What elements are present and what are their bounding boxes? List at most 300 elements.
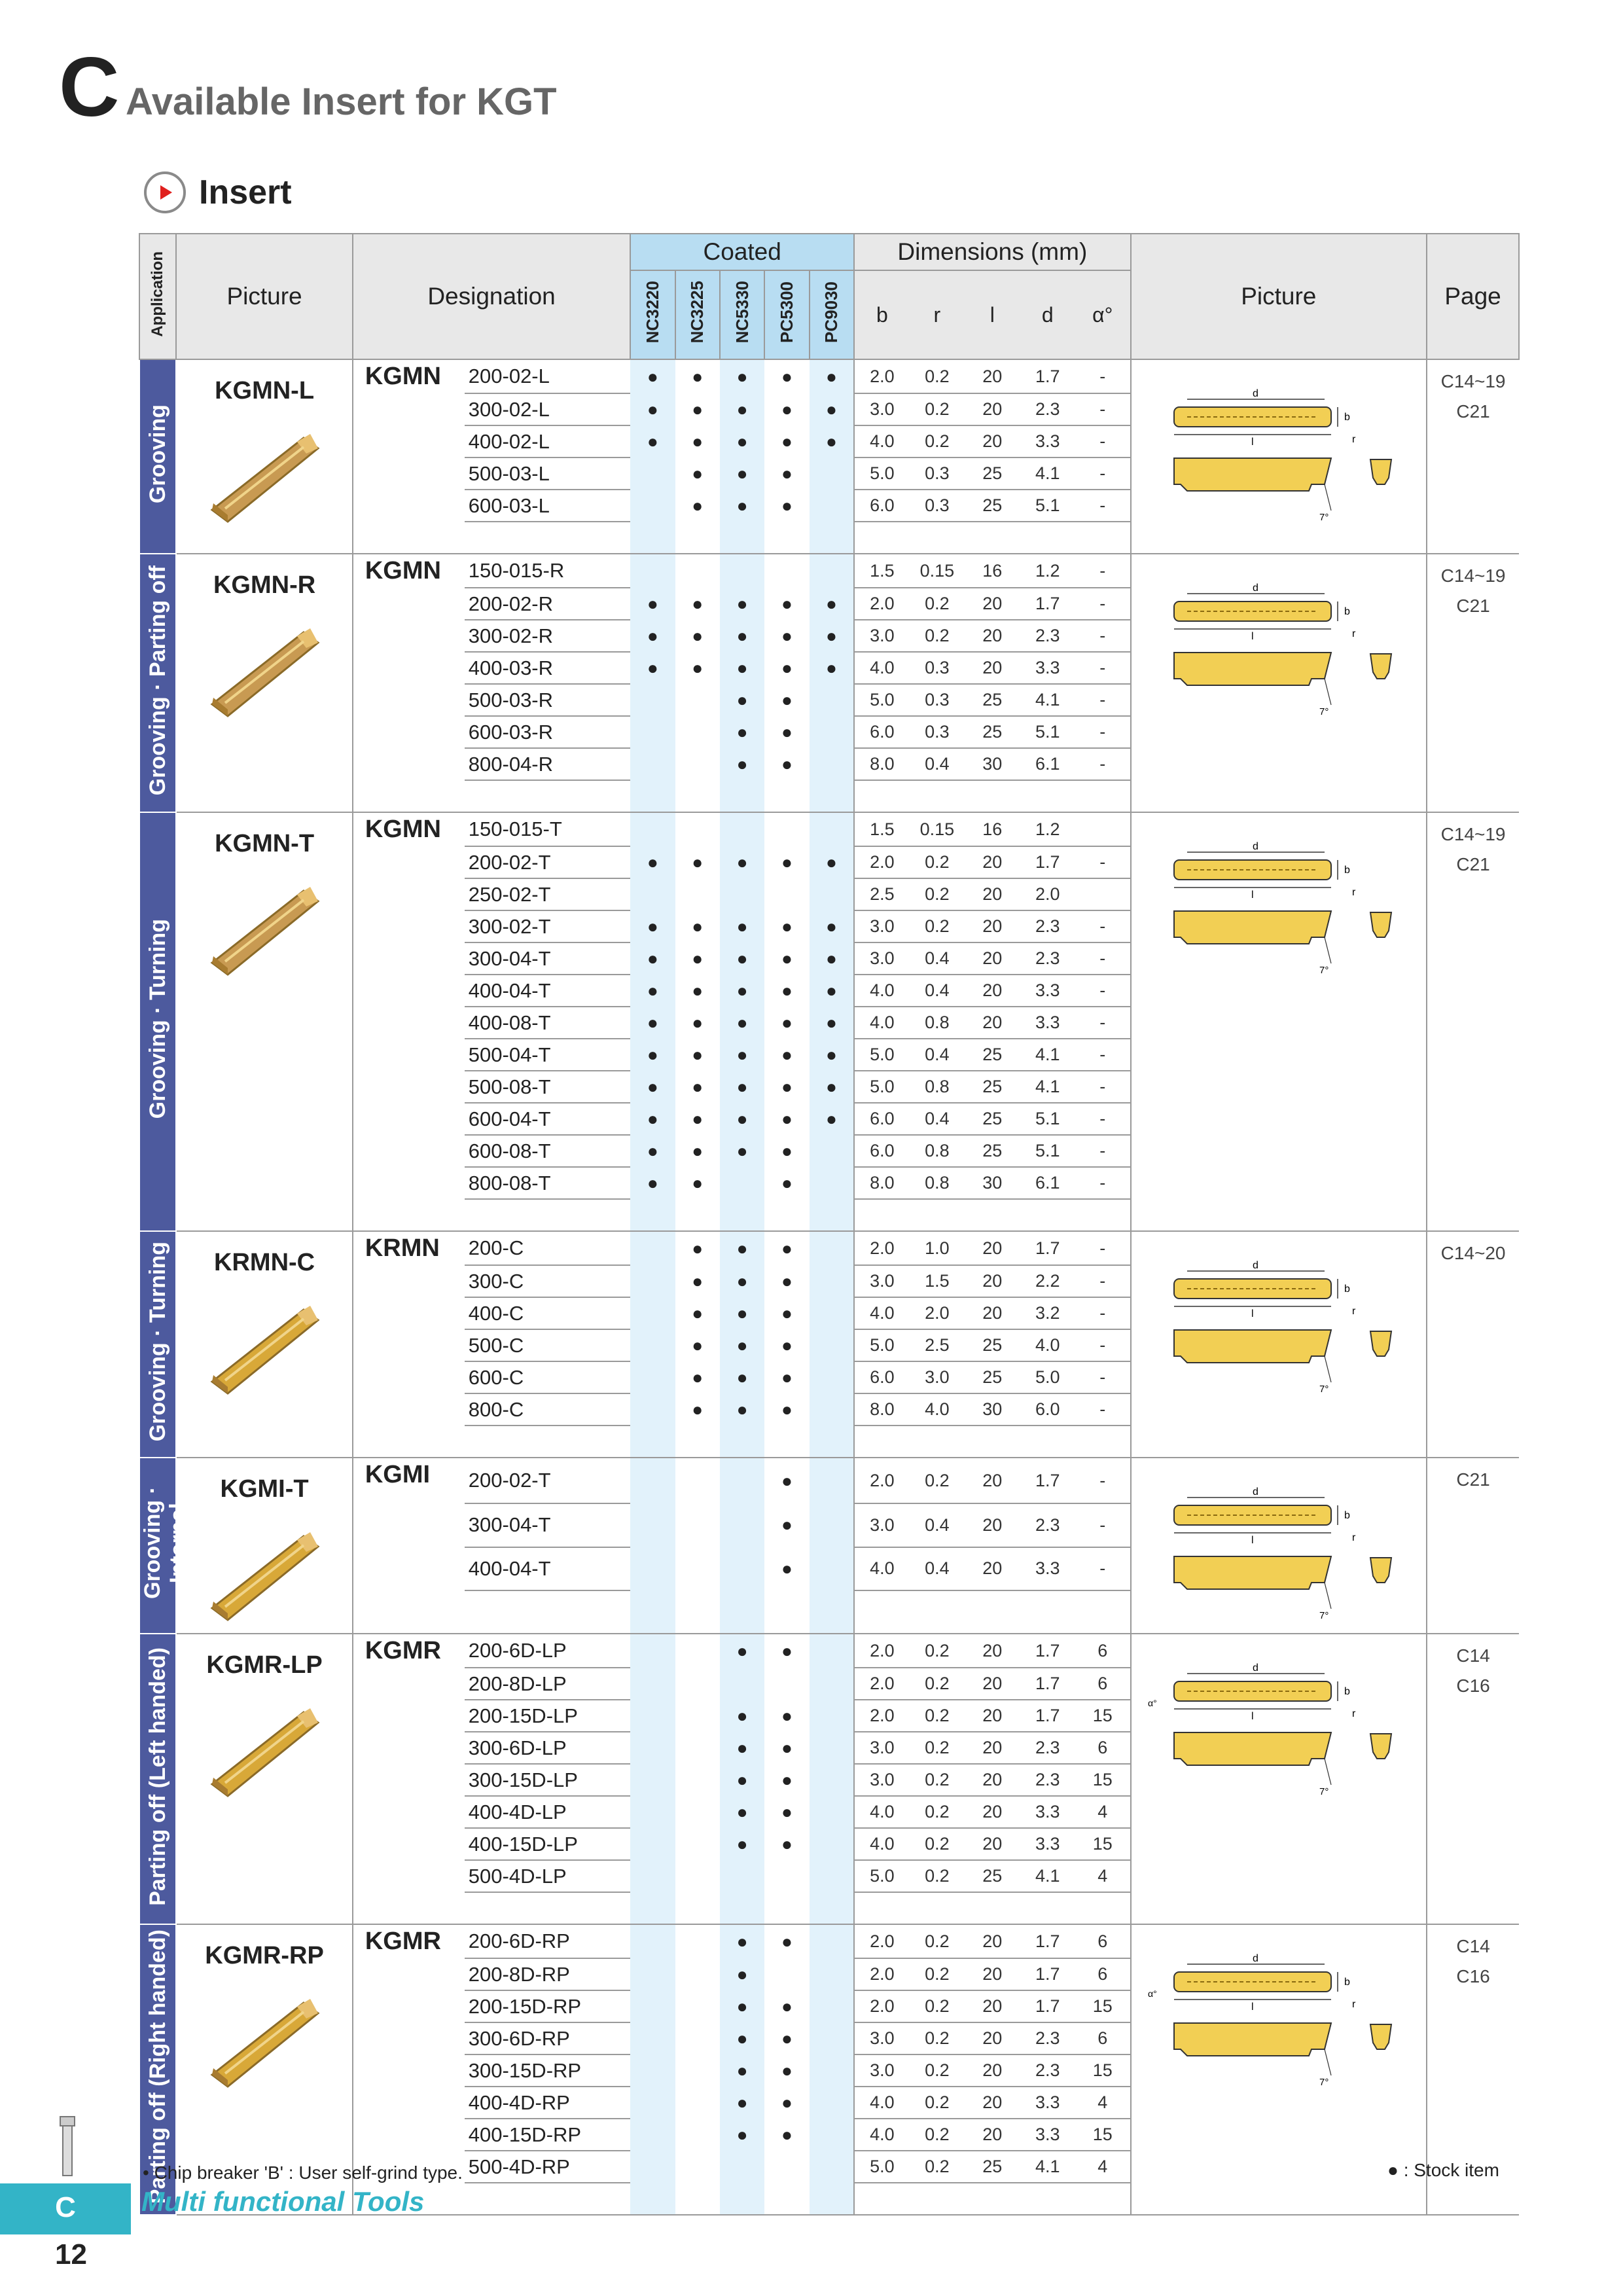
- dim-r: 0.4: [910, 748, 965, 780]
- dim-b: 3.0: [854, 910, 909, 942]
- dim-a: 4: [1075, 1796, 1131, 1828]
- series-spacer: [353, 2022, 465, 2054]
- stock-mark: [630, 2119, 675, 2151]
- dim-d: 4.1: [1020, 2151, 1075, 2183]
- stock-mark: ●: [720, 1103, 764, 1135]
- stock-mark: [675, 1458, 720, 1503]
- page-ref-cell: [1427, 359, 1519, 554]
- series-spacer: [353, 1167, 465, 1199]
- page-ref-cell: [1427, 812, 1519, 1231]
- dim-b: 2.0: [854, 359, 909, 393]
- dim-b: 2.5: [854, 878, 909, 910]
- stock-mark: [675, 1860, 720, 1892]
- series-spacer: [353, 942, 465, 975]
- dim-l: 25: [965, 1103, 1020, 1135]
- stock-mark: [630, 716, 675, 748]
- stock-mark: [675, 2087, 720, 2119]
- dim-b: 2.0: [854, 1958, 909, 1990]
- stock-mark: ●: [764, 942, 809, 975]
- dim-d: 6.0: [1020, 1393, 1075, 1426]
- series-name: KGMN: [365, 816, 441, 843]
- dim-l: 20: [965, 1231, 1020, 1265]
- label-angle: 7°: [1319, 2077, 1329, 2088]
- dim-b: 4.0: [854, 652, 909, 684]
- dim-b: 2.0: [854, 1990, 909, 2022]
- stock-mark: ●: [764, 1924, 809, 1958]
- stock-mark: [810, 490, 854, 522]
- insert-drawing: [1148, 833, 1410, 977]
- designation-code: 500-4D-RP: [465, 2151, 630, 2183]
- play-icon: [144, 171, 186, 213]
- dim-d: 3.3: [1020, 2087, 1075, 2119]
- insert-picture-cell: [176, 554, 353, 812]
- dim-r: 0.8: [910, 1167, 965, 1199]
- series-spacer: [353, 1860, 465, 1892]
- dim-l: 30: [965, 1393, 1020, 1426]
- stock-mark: [810, 1796, 854, 1828]
- drawing-cell: [1131, 359, 1427, 554]
- stock-mark: [630, 684, 675, 716]
- dim-r: 0.3: [910, 684, 965, 716]
- dim-b: 2.0: [854, 588, 909, 620]
- stock-spacer: [630, 2183, 675, 2215]
- stock-mark: ●: [810, 425, 854, 457]
- stock-mark: ●: [720, 1135, 764, 1167]
- stock-mark: [720, 1167, 764, 1199]
- dim-b: 4.0: [854, 425, 909, 457]
- stock-mark: ●: [720, 1361, 764, 1393]
- stock-mark: [764, 554, 809, 588]
- dim-d: 2.0: [1020, 878, 1075, 910]
- stock-mark: [630, 2054, 675, 2087]
- label-r: r: [1351, 628, 1356, 639]
- series-spacer: [353, 975, 465, 1007]
- stock-mark: ●: [630, 942, 675, 975]
- dim-d: 5.1: [1020, 1135, 1075, 1167]
- dim-l: 25: [965, 1361, 1020, 1393]
- dim-spacer: [1020, 1590, 1075, 1634]
- dim-a: -: [1075, 393, 1131, 425]
- stock-spacer: [720, 780, 764, 812]
- designation-code: 200-02-L: [465, 359, 630, 393]
- designation-code: 200-6D-RP: [465, 1924, 630, 1958]
- dim-b: 3.0: [854, 2054, 909, 2087]
- dim-b: 3.0: [854, 1265, 909, 1297]
- stock-mark: ●: [764, 2087, 809, 2119]
- stock-mark: ●: [764, 975, 809, 1007]
- dim-b: 4.0: [854, 1547, 909, 1590]
- stock-mark: ●: [720, 2054, 764, 2087]
- coated-header: Coated: [630, 234, 854, 270]
- dim-spacer: [910, 780, 965, 812]
- stock-mark: ●: [810, 1007, 854, 1039]
- series-spacer: [353, 1700, 465, 1732]
- stock-mark: ●: [764, 1393, 809, 1426]
- dim-spacer: [1020, 2183, 1075, 2215]
- dim-d: 2.3: [1020, 910, 1075, 942]
- stock-mark: ●: [720, 1039, 764, 1071]
- stock-mark: [630, 2022, 675, 2054]
- dim-b: 8.0: [854, 1167, 909, 1199]
- label-r: r: [1351, 1532, 1356, 1543]
- page-ref: C21: [1456, 401, 1490, 422]
- stock-spacer: [675, 2183, 720, 2215]
- designation-code: 500-08-T: [465, 1071, 630, 1103]
- stock-mark: [810, 1503, 854, 1547]
- stock-spacer: [810, 522, 854, 554]
- dim-l: 25: [965, 490, 1020, 522]
- stock-mark: [630, 1361, 675, 1393]
- page-title: Available Insert for KGT: [126, 81, 557, 123]
- dim-a: -: [1075, 748, 1131, 780]
- stock-mark: ●: [764, 425, 809, 457]
- dim-d: 3.3: [1020, 1007, 1075, 1039]
- stock-mark: ●: [764, 1732, 809, 1764]
- stock-mark: ●: [720, 1924, 764, 1958]
- dim-a: 6: [1075, 1958, 1131, 1990]
- dim-b: 2.0: [854, 1924, 909, 1958]
- designation-code: 800-08-T: [465, 1167, 630, 1199]
- chapter-tab: C: [0, 2183, 131, 2232]
- stock-spacer: [675, 1892, 720, 1924]
- dim-spacer: [910, 2183, 965, 2215]
- label-b: b: [1344, 1510, 1350, 1521]
- label-b: b: [1344, 1283, 1350, 1295]
- dim-r: 0.2: [910, 1458, 965, 1503]
- dim-spacer: [965, 522, 1020, 554]
- stock-mark: [630, 1265, 675, 1297]
- stock-mark: ●: [720, 1634, 764, 1668]
- dim-b: 3.0: [854, 620, 909, 652]
- dim-r: 0.4: [910, 942, 965, 975]
- stock-mark: ●: [764, 1297, 809, 1329]
- designation-code: 400-4D-RP: [465, 2087, 630, 2119]
- dim-r: 0.8: [910, 1071, 965, 1103]
- designation-code: 400-15D-LP: [465, 1828, 630, 1860]
- label-angle: 7°: [1319, 1610, 1329, 1621]
- stock-spacer: [675, 1590, 720, 1634]
- stock-mark: ●: [720, 2087, 764, 2119]
- stock-mark: [630, 1231, 675, 1265]
- series-spacer: [353, 425, 465, 457]
- dim-b: 3.0: [854, 1732, 909, 1764]
- dim-r: 0.2: [910, 1700, 965, 1732]
- series-spacer: [353, 1103, 465, 1135]
- dim-l: 20: [965, 2054, 1020, 2087]
- label-r: r: [1351, 434, 1356, 445]
- dim-d: 1.7: [1020, 588, 1075, 620]
- stock-mark: ●: [720, 716, 764, 748]
- dim-b: 5.0: [854, 2151, 909, 2183]
- dim-l: 20: [965, 1828, 1020, 1860]
- dim-a: 4: [1075, 1860, 1131, 1892]
- dim-d: 2.3: [1020, 942, 1075, 975]
- stock-spacer: [675, 1426, 720, 1458]
- dim-r: 0.2: [910, 1764, 965, 1796]
- stock-mark: [630, 1668, 675, 1700]
- designation-code: 150-015-R: [465, 554, 630, 588]
- stock-mark: ●: [720, 620, 764, 652]
- dim-a: -: [1075, 1103, 1131, 1135]
- stock-mark: [810, 748, 854, 780]
- label-angle: 7°: [1319, 1786, 1329, 1797]
- dim-spacer: [1020, 780, 1075, 812]
- insert-photo-icon: [199, 613, 330, 724]
- dim-b: 6.0: [854, 1361, 909, 1393]
- stock-mark: ●: [630, 910, 675, 942]
- stock-mark: [675, 748, 720, 780]
- section-title: Insert: [199, 173, 292, 211]
- dim-b: 1.5: [854, 812, 909, 846]
- series-name: KRMN: [365, 1234, 440, 1262]
- grade-header: [675, 270, 720, 359]
- stock-mark: ●: [764, 1231, 809, 1265]
- stock-mark: ●: [764, 1458, 809, 1503]
- dim-r: 2.0: [910, 1297, 965, 1329]
- table-row: [139, 1924, 1519, 1958]
- dim-r: 0.2: [910, 1668, 965, 1700]
- stock-mark: ●: [720, 1958, 764, 1990]
- designation-code: 200-02-T: [465, 846, 630, 878]
- stock-mark: ●: [720, 1297, 764, 1329]
- dim-d: 1.7: [1020, 1634, 1075, 1668]
- dim-a: 4: [1075, 2151, 1131, 2183]
- stock-mark: [630, 1547, 675, 1590]
- stock-spacer: [630, 1199, 675, 1231]
- dim-spacer: [1075, 1590, 1131, 1634]
- dim-d: 2.3: [1020, 1732, 1075, 1764]
- dim-d: 5.0: [1020, 1361, 1075, 1393]
- stock-mark: ●: [810, 846, 854, 878]
- grade-label: PC9030: [821, 281, 842, 343]
- stock-mark: ●: [764, 1071, 809, 1103]
- stock-mark: ●: [764, 652, 809, 684]
- dim-b: 4.0: [854, 1297, 909, 1329]
- dim-l: 20: [965, 1796, 1020, 1828]
- stock-mark: ●: [764, 1764, 809, 1796]
- dim-l: 20: [965, 652, 1020, 684]
- stock-spacer: [764, 2183, 809, 2215]
- dim-l: 20: [965, 1503, 1020, 1547]
- stock-mark: ●: [675, 652, 720, 684]
- series-name: KGMR: [365, 1637, 441, 1664]
- dim-l: 20: [965, 2087, 1020, 2119]
- code-spacer: [465, 2183, 630, 2215]
- stock-mark: ●: [675, 1393, 720, 1426]
- stock-mark: ●: [810, 620, 854, 652]
- page-ref-cell: [1427, 1231, 1519, 1458]
- label-l: l: [1251, 1711, 1254, 1722]
- stock-mark: ●: [720, 359, 764, 393]
- stock-mark: [764, 1668, 809, 1700]
- stock-mark: [675, 1503, 720, 1547]
- series-spacer: [353, 1892, 465, 1924]
- dimension-subheader: l: [965, 270, 1020, 359]
- stock-mark: ●: [675, 910, 720, 942]
- stock-mark: ●: [764, 846, 809, 878]
- label-b: b: [1344, 412, 1350, 423]
- stock-spacer: [810, 2183, 854, 2215]
- stock-mark: ●: [764, 457, 809, 490]
- application-cell: [139, 1634, 176, 1924]
- stock-spacer: [630, 1892, 675, 1924]
- stock-mark: [630, 1700, 675, 1732]
- stock-mark: [630, 2151, 675, 2183]
- insert-name: KGMI-T: [220, 1475, 309, 1503]
- stock-mark: [810, 812, 854, 846]
- dim-b: 8.0: [854, 1393, 909, 1426]
- stock-spacer: [810, 1892, 854, 1924]
- designation-code: 300-04-T: [465, 942, 630, 975]
- stock-mark: ●: [675, 1103, 720, 1135]
- page-ref: C21: [1456, 854, 1490, 874]
- series-spacer: [353, 2054, 465, 2087]
- dim-spacer: [910, 1892, 965, 1924]
- label-l: l: [1251, 1535, 1254, 1546]
- dim-d: 4.0: [1020, 1329, 1075, 1361]
- designation-code: 600-08-T: [465, 1135, 630, 1167]
- designation-code: 300-02-T: [465, 910, 630, 942]
- dim-r: 0.2: [910, 1990, 965, 2022]
- stock-mark: ●: [810, 910, 854, 942]
- designation-code: 500-C: [465, 1329, 630, 1361]
- stock-mark: [720, 812, 764, 846]
- dim-spacer: [965, 1426, 1020, 1458]
- dim-a: 15: [1075, 2119, 1131, 2151]
- dim-a: 15: [1075, 2054, 1131, 2087]
- stock-mark: ●: [630, 1167, 675, 1199]
- stock-mark: ●: [630, 975, 675, 1007]
- dim-l: 20: [965, 910, 1020, 942]
- drawing-cell: [1131, 554, 1427, 812]
- series-spacer: [353, 748, 465, 780]
- dim-b: 6.0: [854, 1135, 909, 1167]
- label-d: d: [1252, 1486, 1258, 1498]
- code-spacer: [465, 1199, 630, 1231]
- designation-code: 400-C: [465, 1297, 630, 1329]
- stock-mark: [675, 1700, 720, 1732]
- dim-r: 0.4: [910, 1103, 965, 1135]
- drawing-cell: [1131, 1924, 1427, 2215]
- dim-b: 4.0: [854, 1007, 909, 1039]
- stock-mark: ●: [675, 425, 720, 457]
- dim-spacer: [965, 1892, 1020, 1924]
- dim-spacer: [910, 1590, 965, 1634]
- stock-spacer: [675, 780, 720, 812]
- label-angle: 7°: [1319, 1384, 1329, 1395]
- page-ref: C16: [1456, 1966, 1490, 1986]
- stock-mark: [630, 457, 675, 490]
- label-b: b: [1344, 865, 1350, 876]
- dim-b: 3.0: [854, 2022, 909, 2054]
- stock-spacer: [630, 522, 675, 554]
- page-number: 12: [55, 2238, 87, 2270]
- stock-mark: [630, 1764, 675, 1796]
- stock-spacer: [720, 1199, 764, 1231]
- dim-d: 4.1: [1020, 684, 1075, 716]
- stock-mark: [630, 554, 675, 588]
- dim-b: 5.0: [854, 457, 909, 490]
- stock-mark: ●: [764, 684, 809, 716]
- label-r: r: [1351, 1708, 1356, 1719]
- designation-code: 500-03-R: [465, 684, 630, 716]
- dim-r: 0.15: [910, 812, 965, 846]
- stock-mark: ●: [764, 1329, 809, 1361]
- series-spacer: [353, 878, 465, 910]
- dimension-subheader: α°: [1075, 270, 1131, 359]
- grade-header: [720, 270, 764, 359]
- stock-mark: [810, 1393, 854, 1426]
- stock-mark: ●: [764, 1135, 809, 1167]
- dim-l: 20: [965, 975, 1020, 1007]
- dim-d: 4.1: [1020, 1039, 1075, 1071]
- dim-d: 2.3: [1020, 1503, 1075, 1547]
- stock-mark: ●: [675, 620, 720, 652]
- stock-mark: ●: [675, 1265, 720, 1297]
- dim-l: 20: [965, 1732, 1020, 1764]
- dim-r: 0.2: [910, 1732, 965, 1764]
- dim-l: 25: [965, 716, 1020, 748]
- dim-r: 0.2: [910, 1958, 965, 1990]
- series-spacer: [353, 1796, 465, 1828]
- dimensions-header: Dimensions (mm): [854, 234, 1130, 270]
- insert-drawing: [1148, 1251, 1410, 1395]
- series-spacer: [353, 1590, 465, 1634]
- dim-l: 25: [965, 684, 1020, 716]
- series-spacer: [353, 1668, 465, 1700]
- stock-mark: ●: [675, 1361, 720, 1393]
- page-ref: C14~19: [1440, 565, 1506, 586]
- insert-photo-icon: [199, 871, 330, 982]
- drawing-cell: [1131, 1634, 1427, 1924]
- stock-mark: [675, 1764, 720, 1796]
- designation-code: 800-04-R: [465, 748, 630, 780]
- stock-mark: [810, 2119, 854, 2151]
- dim-l: 20: [965, 1924, 1020, 1958]
- stock-mark: ●: [720, 846, 764, 878]
- grade-header: [630, 270, 675, 359]
- dim-r: 0.2: [910, 1634, 965, 1668]
- dim-r: 0.2: [910, 1924, 965, 1958]
- stock-mark: ●: [764, 2022, 809, 2054]
- dim-spacer: [910, 1426, 965, 1458]
- code-spacer: [465, 780, 630, 812]
- dim-b: 5.0: [854, 1860, 909, 1892]
- dim-a: -: [1075, 1458, 1131, 1503]
- dim-r: 0.8: [910, 1007, 965, 1039]
- dim-b: 2.0: [854, 1231, 909, 1265]
- series-name: KGMN: [365, 557, 441, 584]
- insert-photo-icon: [199, 418, 330, 529]
- stock-mark: ●: [675, 393, 720, 425]
- stock-mark: [810, 554, 854, 588]
- stock-mark: ●: [720, 1329, 764, 1361]
- dim-l: 20: [965, 2119, 1020, 2151]
- stock-mark: ●: [720, 1828, 764, 1860]
- insert-picture-cell: [176, 359, 353, 554]
- table-row: [139, 1634, 1519, 1668]
- dim-a: -: [1075, 1329, 1131, 1361]
- stock-mark: [810, 2022, 854, 2054]
- dim-d: 5.1: [1020, 490, 1075, 522]
- dim-l: 20: [965, 588, 1020, 620]
- designation-code: 600-03-R: [465, 716, 630, 748]
- dim-a: 15: [1075, 1828, 1131, 1860]
- dim-b: 3.0: [854, 1764, 909, 1796]
- stock-spacer: [764, 522, 809, 554]
- stock-mark: ●: [720, 1071, 764, 1103]
- series-spacer: [353, 652, 465, 684]
